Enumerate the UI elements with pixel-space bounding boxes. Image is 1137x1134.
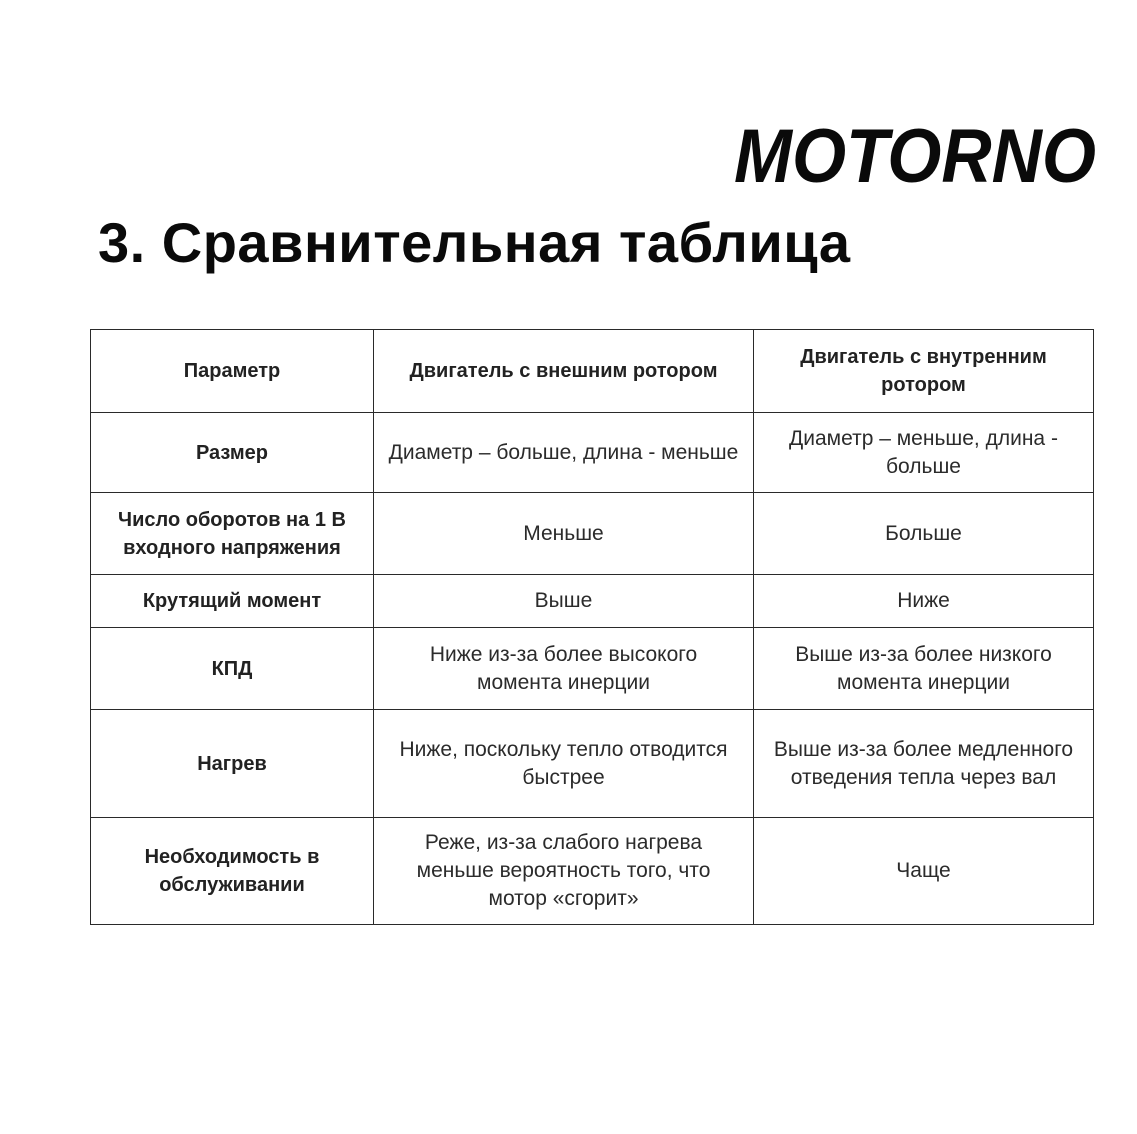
row-inner-value: Чаще <box>754 818 1094 925</box>
header-inner-rotor: Двигатель с внутренним ротором <box>754 330 1094 413</box>
row-param: Необходимость в обслуживании <box>91 818 374 925</box>
row-param: Крутящий момент <box>91 575 374 628</box>
row-inner-value: Диаметр – меньше, длина - больше <box>754 413 1094 493</box>
row-outer-value: Меньше <box>374 493 754 575</box>
row-outer-value: Выше <box>374 575 754 628</box>
logo-wordmark: MOTORNO <box>734 114 1096 199</box>
row-outer-value: Реже, из-за слабого нагрева меньше вероятность того, что мотор «сгорит» <box>374 818 754 925</box>
header-parameter: Параметр <box>91 330 374 413</box>
comparison-table <box>90 329 1094 925</box>
row-inner-value: Выше из-за более медленного отведения тепла через вал <box>754 710 1094 818</box>
page-title: 3. Сравнительная таблица <box>98 211 851 274</box>
motorno-logo <box>730 108 1105 204</box>
table-header-row <box>91 330 1094 413</box>
row-param: Размер <box>91 413 374 493</box>
row-param: Нагрев <box>91 710 374 818</box>
row-outer-value: Ниже, поскольку тепло отводится быстрее <box>374 710 754 818</box>
row-inner-value: Больше <box>754 493 1094 575</box>
table-row <box>91 413 1094 493</box>
table-row <box>91 818 1094 925</box>
table-row <box>91 710 1094 818</box>
table-row <box>91 493 1094 575</box>
header-outer-rotor: Двигатель с внешним ротором <box>374 330 754 413</box>
table-row <box>91 575 1094 628</box>
row-outer-value: Ниже из-за более высокого момента инерции <box>374 628 754 710</box>
row-param: КПД <box>91 628 374 710</box>
row-param: Число оборотов на 1 В входного напряжения <box>91 493 374 575</box>
row-outer-value: Диаметр – больше, длина - меньше <box>374 413 754 493</box>
row-inner-value: Ниже <box>754 575 1094 628</box>
table-row <box>91 628 1094 710</box>
row-inner-value: Выше из-за более низкого момента инерции <box>754 628 1094 710</box>
